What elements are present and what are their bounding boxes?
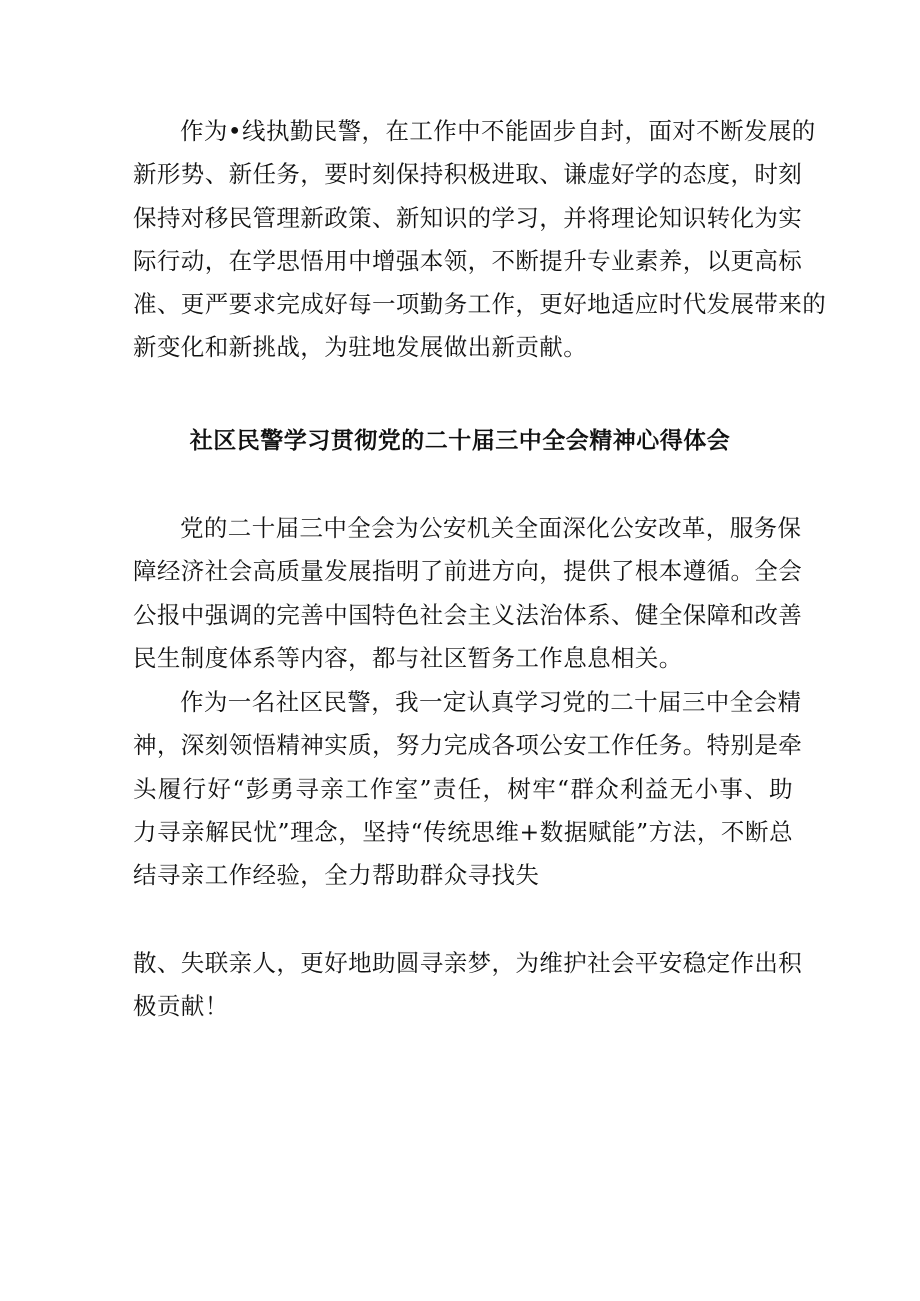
text-line: 障经济社会高质量发展指明了前进方向，提供了根本遵循。全会 — [133, 557, 803, 586]
text-line: 作为•线执勤民警，在工作中不能固步自封，面对不断发展的 — [180, 117, 816, 145]
paragraph-continuation — [133, 942, 803, 1029]
text-line: 公报中强调的完善中国特色社会主义法治体系、健全保障和改善 — [133, 600, 803, 629]
text-line: 准、更严要求完成好每一项勤务工作，更好地适应时代发展带来的 — [133, 290, 827, 319]
text-line: 民生制度体系等内容，都与社区暂务工作息息相关。 — [133, 643, 683, 672]
text-line: 作为一名社区民警，我一定认真学习党的二十届三中全会精 — [180, 688, 802, 716]
text-line: 党的二十届三中全会为公安机关全面深化公安改革，服务保 — [180, 514, 802, 542]
text-line: 际行动，在学思悟用中增强本领，不断提升专业素养，以更高标 — [133, 246, 803, 275]
text-line: 力寻亲解民忧”理念，坚持“传统思维+数据赋能”方法，不断总 — [133, 817, 793, 846]
paragraph-frontline-duty — [133, 110, 827, 370]
text-line: 保持对移民管理新政策、新知识的学习，并将理论知识转化为实 — [133, 203, 803, 232]
text-line: 头履行好“彭勇寻亲工作室”责任，树牢“群众利益无小事、助 — [133, 774, 793, 803]
text-line: 新变化和新挑战，为驻地发展做出新贡献。 — [133, 333, 588, 362]
section-title: 社区民警学习贯彻党的二十届三中全会精神心得体会 — [189, 428, 731, 454]
text-line: 新形势、新任务，要时刻保持积极进取、谦虚好学的态度，时刻 — [133, 160, 803, 189]
text-line: 神，深刻领悟精神实质，努力完成各项公安工作任务。特别是牵 — [133, 731, 803, 760]
paragraph-plenum-intro — [133, 507, 803, 680]
text-line: 散、失联亲人，更好地助圆寻亲梦，为维护社会平安稳定作出积 — [133, 949, 803, 977]
text-line: 结寻亲工作经验，全力帮助群众寻找失 — [133, 861, 540, 890]
paragraph-community-police — [133, 681, 803, 897]
text-line: 极贡献！ — [133, 992, 229, 1021]
